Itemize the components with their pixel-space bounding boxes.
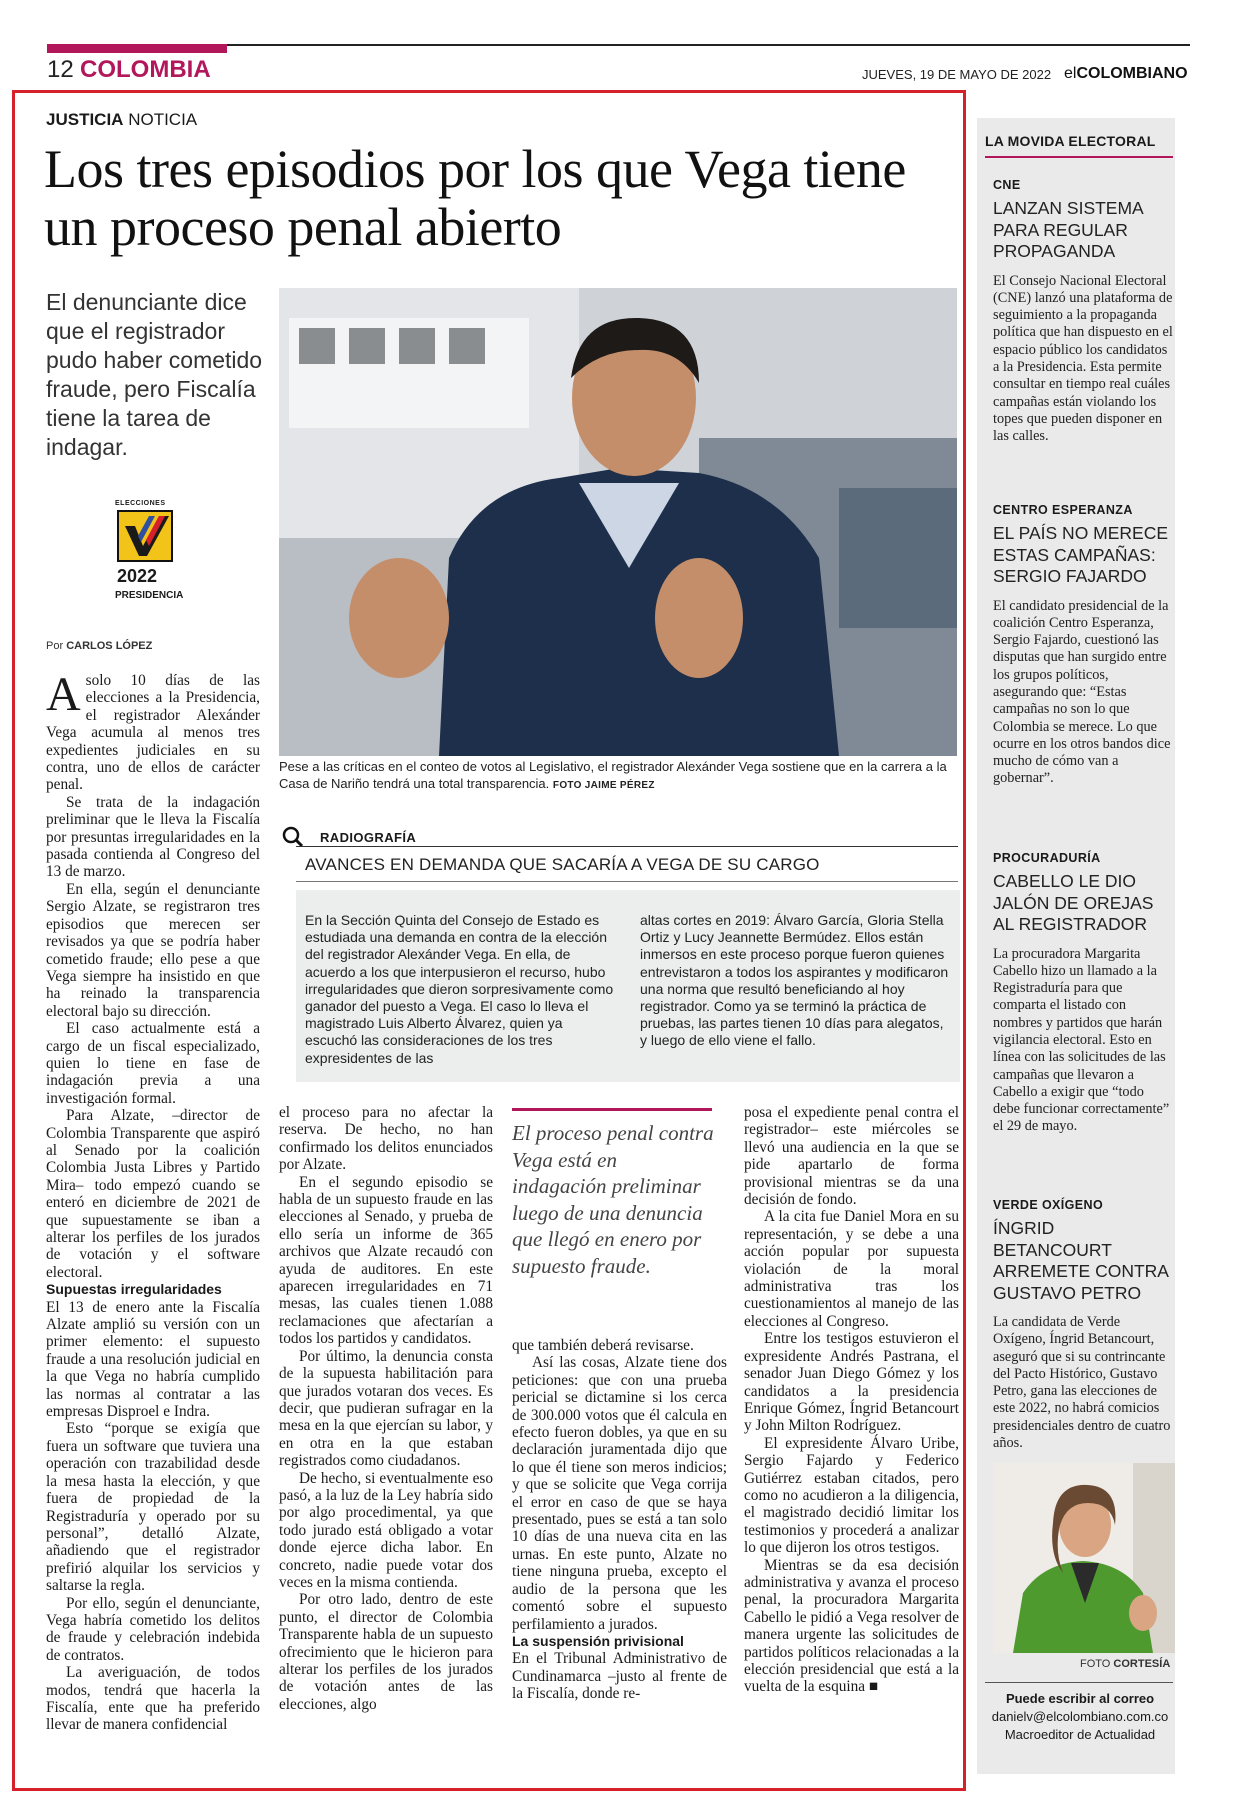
paragraph: Entre los testigos estuvieron el expresidente Andrés Pastrana, el senador Juan Diego Gómez y los candidatos a la presidencia Enrique Gómez, Íngrid Betancourt y John Milton Rodríguez. [744,1330,959,1435]
section-name: COLOMBIA [80,56,211,83]
contact-role: Macroeditor de Actualidad [1004,1727,1156,1742]
divider [296,846,958,847]
sidebar-title: LA MOVIDA ELECTORAL [985,133,1156,149]
sidebar-item-headline: ÍNGRID BETANCOURT ARREMETE CONTRA GUSTAVO PETRO [993,1218,1169,1303]
sidebar-item-centro-esperanza [993,503,1173,788]
sidebar-item-headline: CABELLO LE DIO JALÓN DE OREJAS AL REGISTRADOR [993,871,1154,934]
sidebar-photo-credit: FOTO CORTESÍA [1080,1658,1171,1670]
paragraph: Por otro lado, dentro de este punto, el director de Colombia Transparente habla de un supuesto ofrecimiento que le hicieron para alterar los perfiles de los jurados de votación antes de las elecciones, algo [279,1591,493,1713]
magnifier-icon [282,826,304,848]
byline: Por CARLOS LÓPEZ [46,640,153,652]
paragraph: De hecho, si eventualmente eso pasó, a la luz de la Ley habría sido por algo procedimental, ya que todo jurado está obligado a votar donde ejerce dicha labor. En concreto, nadie puede votar dos veces en la misma contienda. [279,1469,493,1591]
subheading: La suspensión privisional [512,1632,684,1649]
paragraph: Esto “porque se exigía que fuera un software que tuviera una operación con trazabilidad desde la mesa hasta la elección, y que fuera de propiedad de la Registraduría y operado por su personal”, detalló Alzate, añadiendo que el registrador prefirió alquilar los servicios y saltarse la regla. [46,1420,260,1595]
article-kicker: JUSTICIA NOTICIA [46,110,198,129]
contact-email[interactable]: danielv@elcolombiano.com.co [991,1709,1169,1724]
paragraph: A la cita fue Daniel Mora en su representación, y se debe a una acción popular por supuesta violación de la moral administrativa tras los cuestionamientos al manejo de las elecciones al Congreso. [744,1208,959,1330]
drop-cap: A [46,668,81,721]
paragraph: En ella, según el denunciante Sergio Alzate, se registraron tres episodios que merecen ser revisados ya que se podría haber cometido fraude; ello pese a que Vega siempre ha insistido en que ha reinado la transparencia electoral bajo su dirección. [46,880,260,1020]
end-mark-icon: ■ [868,1678,879,1696]
sidebar-item-tag: CNE [993,178,1021,192]
paragraph: posa el expediente penal contra el registrador– este miércoles se llevó una audiencia en la que se pide apartarlo de forma provisional mientras se da una decisión de fondo. [744,1104,959,1209]
registrar-photo [279,288,957,756]
radiografia-title: AVANCES EN DEMANDA QUE SACARÍA A VEGA DE SU CARGO [305,855,820,874]
sidebar-item-text: La candidata de Verde Oxígeno, Íngrid Betancourt, aseguró que si su contrincante del Pacto Histórico, Gustavo Petro, gana las elecciones de este 2022, no habrá comicios presidenciales dentro de cuatro años. [993,1314,1171,1452]
checkmark-icon [117,510,173,562]
paragraph: En el Tribunal Administrativo de Cundinamarca –justo al frente de la Fiscalía, donde re- [512,1650,727,1703]
article-deck: El denunciante dice que el registrador pudo haber cometido fraude, pero Fiscalía tiene la tarea de indagar. [46,289,263,460]
radiografia-text-right: altas cortes en 2019: Álvaro García, Gloria Stella Ortiz y Lucy Jeannette Bermúdez. Ellos están inmersos en este proceso porque fueron quienes entrevistaron a todos los aspirantes y modificaron una norma que resultó beneficiando al hoy registrador. Como ya se terminó la práctica de pruebas, las partes tienen 10 días para alegatos, y luego de ello viene el fallo. [640,912,949,1049]
sidebar-item-procuraduria [993,851,1173,1136]
sidebar-item-tag: VERDE OXÍGENO [993,1198,1104,1212]
paragraph: que también deberá revisarse. [512,1337,694,1354]
page-number: 12 [47,56,74,83]
paragraph: Por último, la denuncia consta de la supuesta habilitación para que jurados votaran dos veces. Es decir, que pudieran sufragar en la mesa en la que ejercían su labor, y en otra en la que estaban registrados como ciudadanos. [279,1347,493,1470]
divider [296,881,958,882]
newspaper-brand: elCOLOMBIANO [1064,65,1188,82]
divider [985,1682,1173,1683]
sidebar-item-text: La procuradora Margarita Cabello hizo un llamado a la Registraduría para que comparta el listado con nombres y partidos que harán vigilancia electoral. Esto en línea con las solicitudes de las campañas que llevaron a Cabello a exigir que “todo debe funcionar correctamente” el 29 de mayo. [993,945,1170,1135]
paragraph: En el segundo episodio se habla de un supuesto fraude en las elecciones al Senado, y prueba de ello sería un informe de 365 archivos que Alzate recaudó con ayuda de auditores. En este aparecen irregularidades en 71 mesas, las cuales tienen 1.088 reclamaciones que afectarían a todos los partidos y candidatos. [279,1173,493,1348]
article-column-1: Asolo 10 días de las elecciones a la Presidencia, el registrador Alexánder Vega acumula al menos tres expedientes judiciales en su contra, uno de ellos de carácter penal. Se trata de la indagación preliminar que le lleva la Fiscalía por presuntas irregularidades en la pasada contienda al Congreso del 13 de marzo. En ella, según el denunciante Sergio Alzate, se registraron tres episodios que merecen ser revisados ya que se podría haber cometido fraude; ello pese a que Vega siempre ha insistido en que ha reinado la transparencia electoral bajo su dirección. El caso actualmente está a cargo de un fiscal especializado, quien lo tiene en fase de indagación previa a una investigación formal. Para Alzate, –director de Colombia Transparente que aspiró al Senado por la coalición Colombia Justa Libres y Partido Mira– todo empezó cuando se enteró en diciembre de 2021 de que supuestamente se iban a alterar los perfiles de los jurados de votación y el software electoral. Supuestas irregularidades El 13 de enero ante la Fiscalía Alzate amplió su versión con un primer elemento: el supuesto fraude a una resolución judicial en la que Vega no habría cumplido las normas al contratar a las empresas Disproel e Indra. Esto “porque se exigía que fuera un software que tuviera una operación con trazabilidad desde la mesa hasta la elección, y que fuera de propiedad de la Registraduría y operado por su personal”, detalló Alzate, añadiendo que el registrador prefirió alquilar los servicios y saltarse la regla. Por ello, según el denunciante, Vega habría cometido los delitos de fraude y celebración indebida de contratos. La averiguación, de todos modos, tendrá que hacerla la Fiscalía, ente que ha preferido llevar de manera confidencial [46,668,260,1734]
photo-caption: Pese a las críticas en el conteo de votos al Legislativo, el registrador Alexánder Vega sostiene que en la carrera a la Casa de Nariño tendrá una total transparencia. FOTO JAIME PÉREZ [279,759,947,791]
paragraph: El 13 de enero ante la Fiscalía Alzate amplió su versión con un primer elemento: el supuesto fraude a una resolución judicial en la que Vega no habría cumplido las normas al contratar a las empresas Disproel e Indra. [46,1298,260,1421]
sidebar-item-text: El Consejo Nacional Electoral (CNE) lanzó una plataforma de seguimiento a la propaganda política que han dispuesto en el espacio público los candidatos a la Presidencia. Esta permite consultar en tiempo real cuáles campañas están violando los topes que pueden disponer en las calles. [993,272,1173,445]
betancourt-photo [993,1463,1175,1653]
article-column-4 [744,1104,959,1696]
sidebar-item-headline: EL PAÍS NO MERECE ESTAS CAMPAÑAS: SERGIO FAJARDO [993,523,1169,586]
paragraph: el proceso para no afectar la reserva. De hecho, no han confirmado los delitos enunciados por Alzate. [279,1104,493,1174]
logo-top-text: ELECCIONES [115,500,166,507]
paragraph: Mientras se da esa decisión administrativa y avanza el proceso penal, la procuradora Margarita Cabello le pidió a Vega resolver de manera urgente las solicitudes de partidos políticos relacionadas a la elección presidencial que está a la vuelta de la esquina ■ [744,1556,959,1696]
article-column-2 [279,1104,493,1713]
subheading: Supuestas irregularidades [46,1281,222,1298]
contact-label: Puede escribir al correo [1005,1691,1155,1706]
sidebar-title-rule [985,156,1173,158]
logo-year: 2022 [117,566,158,586]
article-column-3 [512,1337,727,1703]
photo-credit: FOTO JAIME PÉREZ [552,780,655,791]
sidebar-item-tag: PROCURADURÍA [993,851,1101,865]
pullquote: El proceso penal contra Vega está en indagación preliminar luego de una denuncia que llegó en enero por supuesto fraude. [512,1121,714,1278]
sidebar-item-text: El candidato presidencial de la coalición Centro Esperanza, Sergio Fajardo, cuestionó las disputas que han surgido entre los grupos políticos, asegurando que: “Estas campañas no son lo que Colombia se merece. Lo que ocurre en los otros bandos dice mucho de cómo van a gobernar”. [993,597,1171,787]
sidebar-item-cne [993,178,1173,445]
section-color-bar [47,44,227,53]
paragraph: Se trata de la indagación preliminar que le lleva la Fiscalía por presuntas irregularidades en la pasada contienda al Congreso del 13 de marzo. [46,793,260,881]
radiografia-label: RADIOGRAFÍA [320,830,417,845]
elections-2022-logo [113,500,187,610]
issue-date: JUEVES, 19 DE MAYO DE 2022 [862,67,1052,82]
paragraph: Para Alzate, –director de Colombia Transparente que aspiró al Senado por la coalición Colombia Justa Libres y Partido Mira– todo empezó cuando se enteró en diciembre de 2021 de que supuestamente se iban a alterar los perfiles de los jurados de votación y el software electoral. [46,1107,260,1281]
paragraph: El expresidente Álvaro Uribe, Sergio Fajardo y Federico Gutiérrez estaban citados, pero como no acudieron a la diligencia, el magistrado decidió limitar los testimonios y procederá a analizar lo que dijeron los otros testigos. [744,1434,959,1557]
sidebar-item-tag: CENTRO ESPERANZA [993,503,1133,517]
pullquote-bar [512,1108,712,1111]
logo-subtitle: PRESIDENCIA [115,590,184,601]
paragraph: La averiguación, de todos modos, tendrá que hacerla la Fiscalía, ente que ha preferido llevar de manera confidencial [46,1664,260,1734]
contact-box [985,1690,1175,1744]
article-headline: Los tres episodios por los que Vega tiene un proceso penal abierto [44,139,906,257]
paragraph: Por ello, según el denunciante, Vega habría cometido los delitos de fraude y celebración indebida de contratos. [46,1594,260,1664]
sidebar-item-verde-oxigeno [993,1198,1173,1452]
paragraph: El caso actualmente está a cargo de un fiscal especializado, quien lo tiene en fase de indagación previa a una investigación formal. [46,1020,260,1107]
sidebar-item-headline: LANZAN SISTEMA PARA REGULAR PROPAGANDA [993,198,1143,261]
radiografia-text-left: En la Sección Quinta del Consejo de Estado es estudiada una demanda en contra de la elección del registrador Alexánder Vega. En ella, de acuerdo a los que interpusieron el recurso, hubo irregularidades que dieron sorpresivamente como ganador del puesto a Vega. El caso lo lleva el magistrado Luis Alberto Álvarez, quien ya escuchó las consideraciones de los tres expresidentes de las [305,912,614,1066]
paragraph: Así las cosas, Alzate tiene dos peticiones: que con una prueba pericial se dictamine si los cerca de 300.000 votos que él calcula en efecto fueron dobles, ya que en su declaración juramentada dijo que lo que él tiene son meros indicios; y que se solicite que Vega corrija el error en caso de que se haya presentado, pues se está a tan solo 10 días de una nueva cita en las urnas. En este punto, Alzate no tiene ninguna prueba, excepto el audio de la persona que les comentó sobre el supuesto perfilamiento a jurados. [512,1354,727,1633]
